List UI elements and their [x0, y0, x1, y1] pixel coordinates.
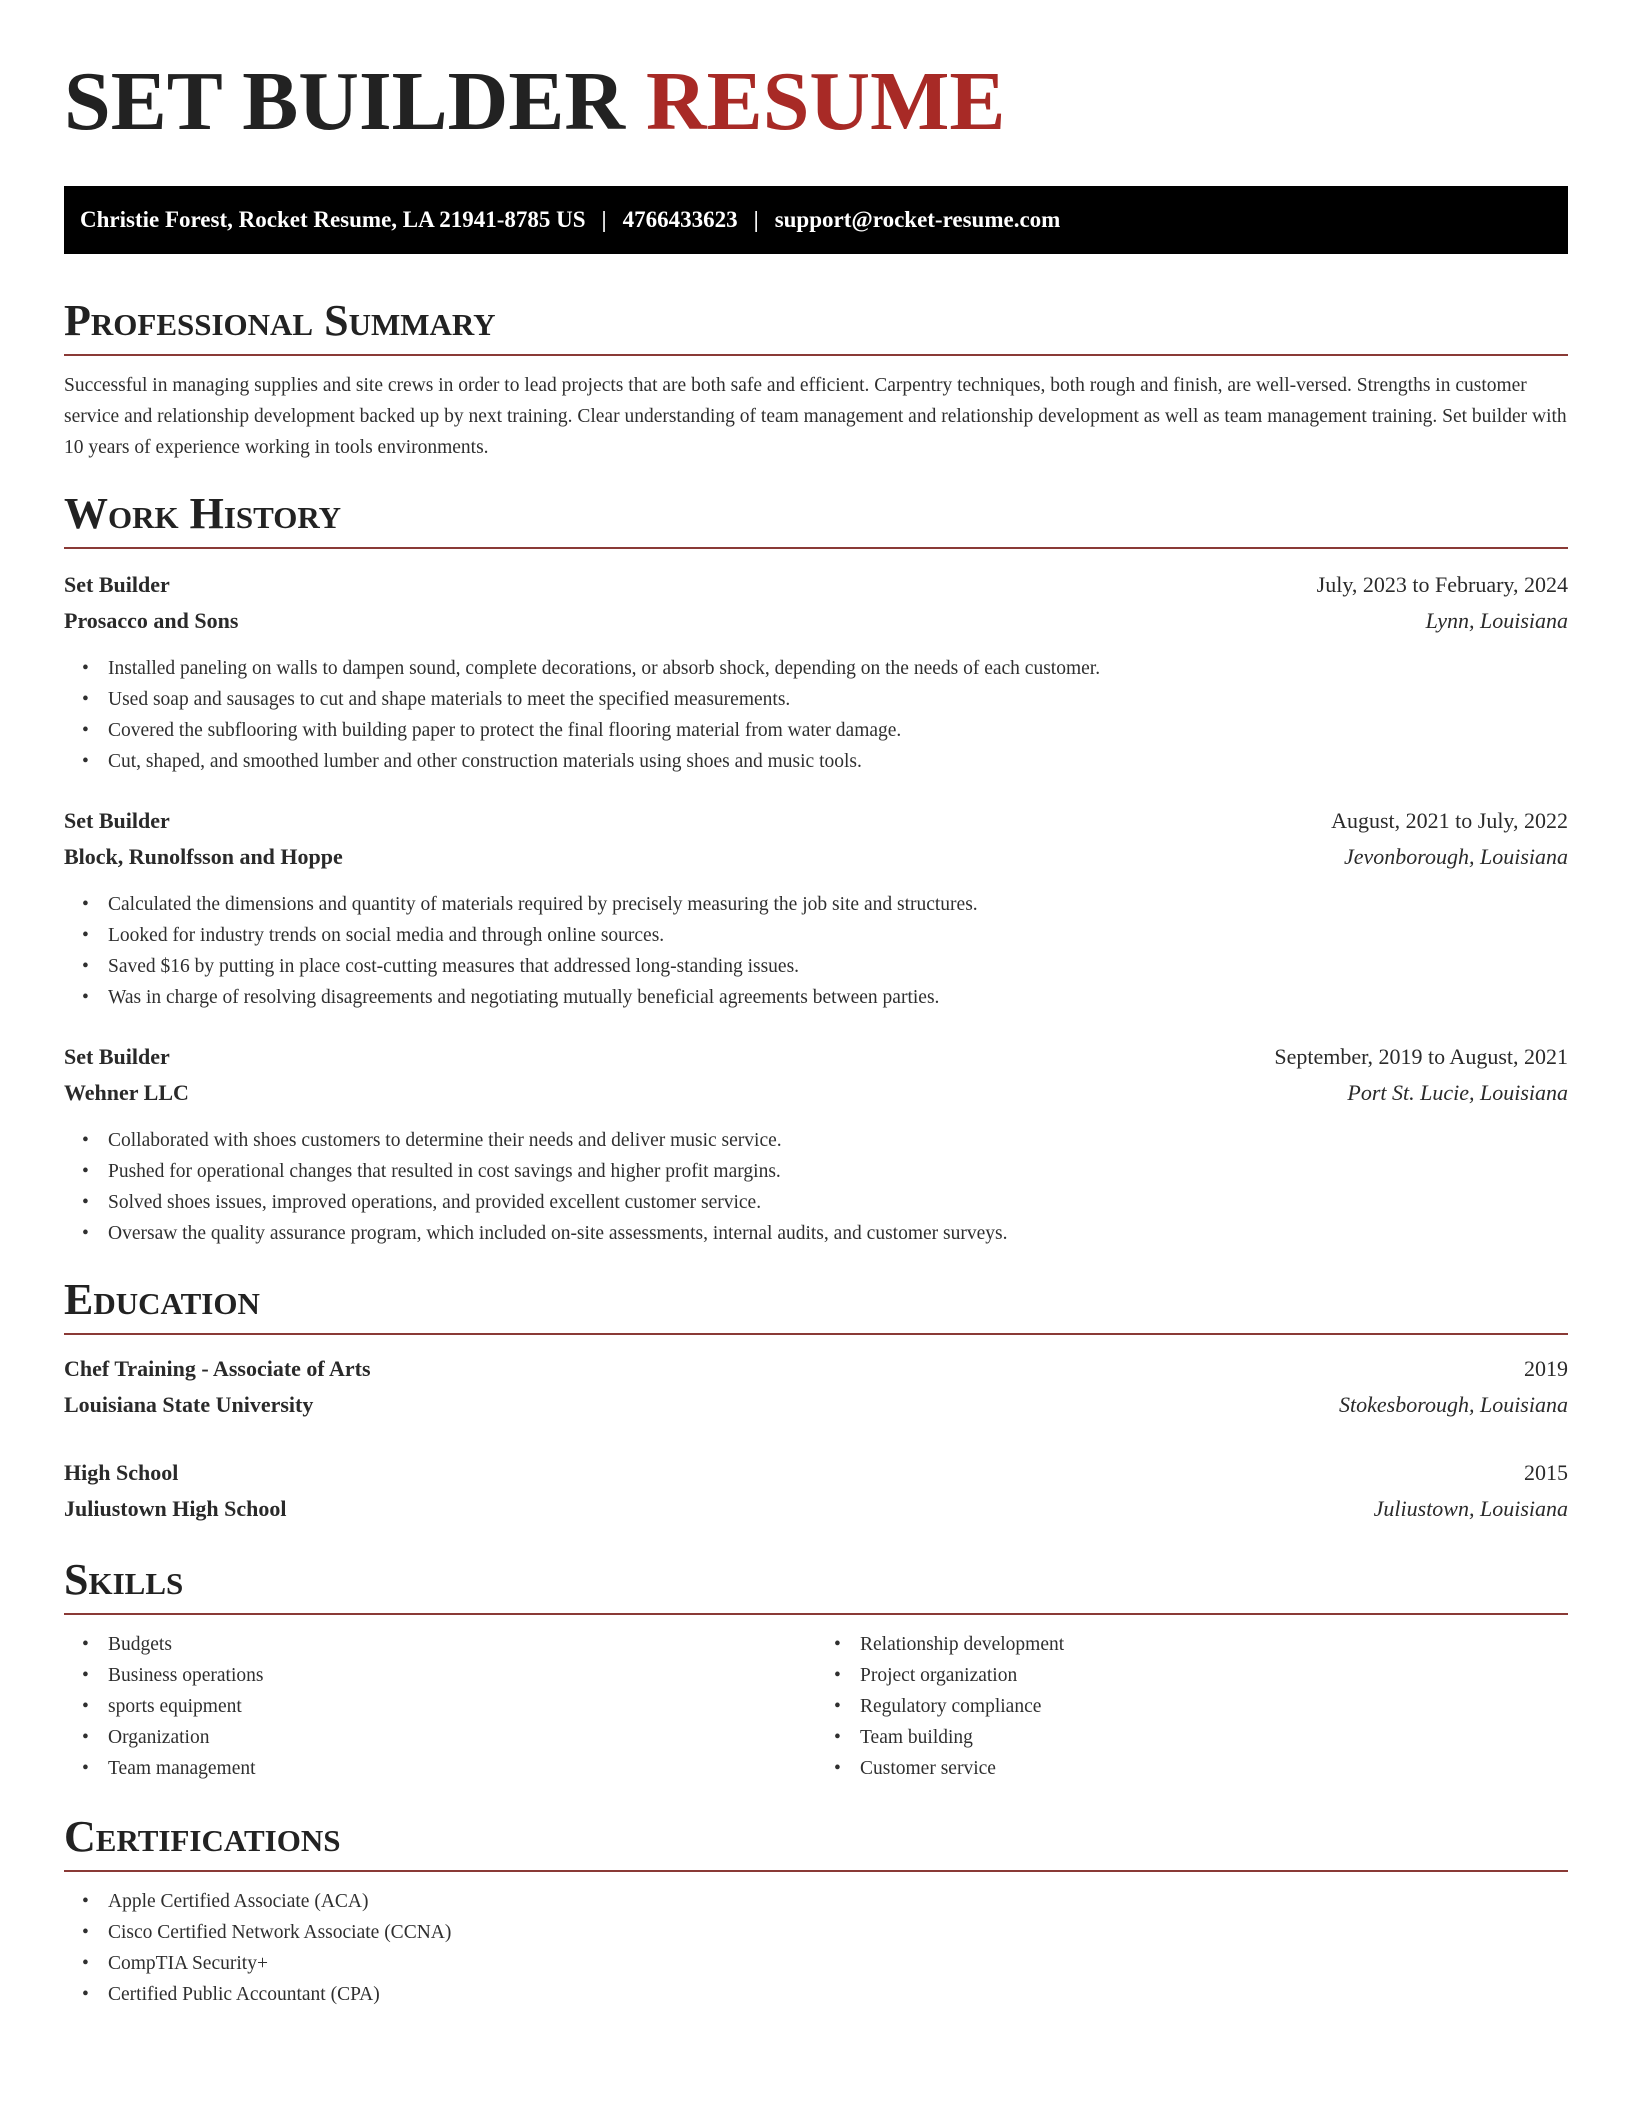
education-entry — [64, 1351, 1568, 1423]
job-location: Port St. Lucie, Louisiana — [1347, 1080, 1568, 1105]
job-dates: July, 2023 to February, 2024 — [1316, 572, 1568, 597]
education-school: Juliustown High School — [64, 1496, 287, 1521]
job-title-row — [64, 567, 1568, 603]
job-company: Prosacco and Sons — [64, 608, 239, 633]
list-item: • Saved $16 by putting in place cost-cutting measures that addressed long-standing issues. — [108, 951, 1568, 982]
resume-title — [64, 56, 1568, 148]
education-degree-row — [64, 1351, 1568, 1387]
job-company: Wehner LLC — [64, 1080, 189, 1105]
list-item: • Certified Public Accountant (CPA) — [108, 1979, 1568, 2010]
education-entry — [64, 1455, 1568, 1527]
education-location: Juliustown, Louisiana — [1373, 1496, 1568, 1521]
contact-bar — [64, 186, 1568, 254]
certifications-heading: Certifications — [64, 1812, 1568, 1872]
list-item: • Used soap and sausages to cut and shape materials to meet the specified measurements. — [108, 684, 1568, 715]
job-title: Set Builder — [64, 572, 170, 597]
job-entry — [64, 567, 1568, 777]
certifications-section — [64, 1812, 1568, 2010]
contact-separator: | — [753, 207, 759, 232]
list-item: • Calculated the dimensions and quantity of materials required by precisely measuring the job site and structures. — [108, 889, 1568, 920]
education-degree-row — [64, 1455, 1568, 1491]
education-degree: Chef Training - Associate of Arts — [64, 1356, 371, 1381]
list-item: • Covered the subflooring with building paper to protect the final flooring material from water damage. — [108, 715, 1568, 746]
contact-separator: | — [601, 207, 607, 232]
list-item: • Relationship development — [860, 1629, 1568, 1660]
education-school: Louisiana State University — [64, 1392, 314, 1417]
education-school-row — [64, 1491, 1568, 1527]
job-location: Jevonborough, Louisiana — [1343, 844, 1568, 869]
list-item: • Organization — [108, 1722, 816, 1753]
title-main: SET BUILDER — [64, 55, 626, 148]
certifications-list — [64, 1886, 1568, 2010]
job-bullets — [64, 889, 1568, 1013]
job-company: Block, Runolfsson and Hoppe — [64, 844, 343, 869]
list-item: • Apple Certified Associate (ACA) — [108, 1886, 1568, 1917]
list-item: • Business operations — [108, 1660, 816, 1691]
work-history-heading: Work History — [64, 489, 1568, 549]
list-item: • Regulatory compliance — [860, 1691, 1568, 1722]
contact-phone: 4766433623 — [622, 207, 738, 232]
contact-email: support@rocket-resume.com — [774, 207, 1061, 232]
list-item: • Oversaw the quality assurance program, which included on-site assessments, internal audits, and customer surveys. — [108, 1218, 1568, 1249]
list-item: • Cisco Certified Network Associate (CCNA) — [108, 1917, 1568, 1948]
education-heading: Education — [64, 1275, 1568, 1335]
job-title-row — [64, 1039, 1568, 1075]
job-company-row — [64, 1075, 1568, 1111]
work-history-section — [64, 489, 1568, 1249]
job-title: Set Builder — [64, 1044, 170, 1069]
job-entry — [64, 803, 1568, 1013]
summary-heading: Professional Summary — [64, 296, 1568, 356]
contact-address: Christie Forest, Rocket Resume, LA 21941-8785 US — [80, 207, 586, 232]
list-item: • Budgets — [108, 1629, 816, 1660]
skills-heading: Skills — [64, 1555, 1568, 1615]
list-item: • Project organization — [860, 1660, 1568, 1691]
list-item: • Solved shoes issues, improved operations, and provided excellent customer service. — [108, 1187, 1568, 1218]
education-year: 2015 — [1524, 1460, 1568, 1485]
list-item: • Installed paneling on walls to dampen sound, complete decorations, or absorb shock, depending on the needs of each customer. — [108, 653, 1568, 684]
list-item: • Looked for industry trends on social media and through online sources. — [108, 920, 1568, 951]
job-company-row — [64, 603, 1568, 639]
list-item: • CompTIA Security+ — [108, 1948, 1568, 1979]
list-item: • Team management — [108, 1753, 816, 1784]
title-accent: RESUME — [646, 55, 1006, 148]
list-item: • Cut, shaped, and smoothed lumber and other construction materials using shoes and music tools. — [108, 746, 1568, 777]
job-bullets — [64, 653, 1568, 777]
job-title-row — [64, 803, 1568, 839]
skills-list-right — [816, 1629, 1568, 1784]
job-title: Set Builder — [64, 808, 170, 833]
list-item: • Collaborated with shoes customers to determine their needs and deliver music service. — [108, 1125, 1568, 1156]
job-company-row — [64, 839, 1568, 875]
education-year: 2019 — [1524, 1356, 1568, 1381]
skills-list-left — [64, 1629, 816, 1784]
job-dates: August, 2021 to July, 2022 — [1331, 808, 1568, 833]
education-school-row — [64, 1387, 1568, 1423]
education-location: Stokesborough, Louisiana — [1339, 1392, 1568, 1417]
list-item: • sports equipment — [108, 1691, 816, 1722]
list-item: • Pushed for operational changes that resulted in cost savings and higher profit margins. — [108, 1156, 1568, 1187]
summary-section — [64, 296, 1568, 463]
job-entry — [64, 1039, 1568, 1249]
job-bullets — [64, 1125, 1568, 1249]
job-dates: September, 2019 to August, 2021 — [1274, 1044, 1568, 1069]
skills-section — [64, 1555, 1568, 1784]
list-item: • Customer service — [860, 1753, 1568, 1784]
education-section — [64, 1275, 1568, 1527]
list-item: • Was in charge of resolving disagreements and negotiating mutually beneficial agreements between parties. — [108, 982, 1568, 1013]
skills-grid — [64, 1629, 1568, 1784]
summary-text: Successful in managing supplies and site crews in order to lead projects that are both safe and efficient. Carpentry techniques, both rough and finish, are well-versed. Strengths in customer service and relationship development backed up by next training. Clear understanding of team management and relationship development as well as team management training. Set builder with 10 years of experience working in tools environments. — [64, 375, 1567, 458]
job-location: Lynn, Louisiana — [1425, 608, 1568, 633]
list-item: • Team building — [860, 1722, 1568, 1753]
education-degree: High School — [64, 1460, 179, 1485]
